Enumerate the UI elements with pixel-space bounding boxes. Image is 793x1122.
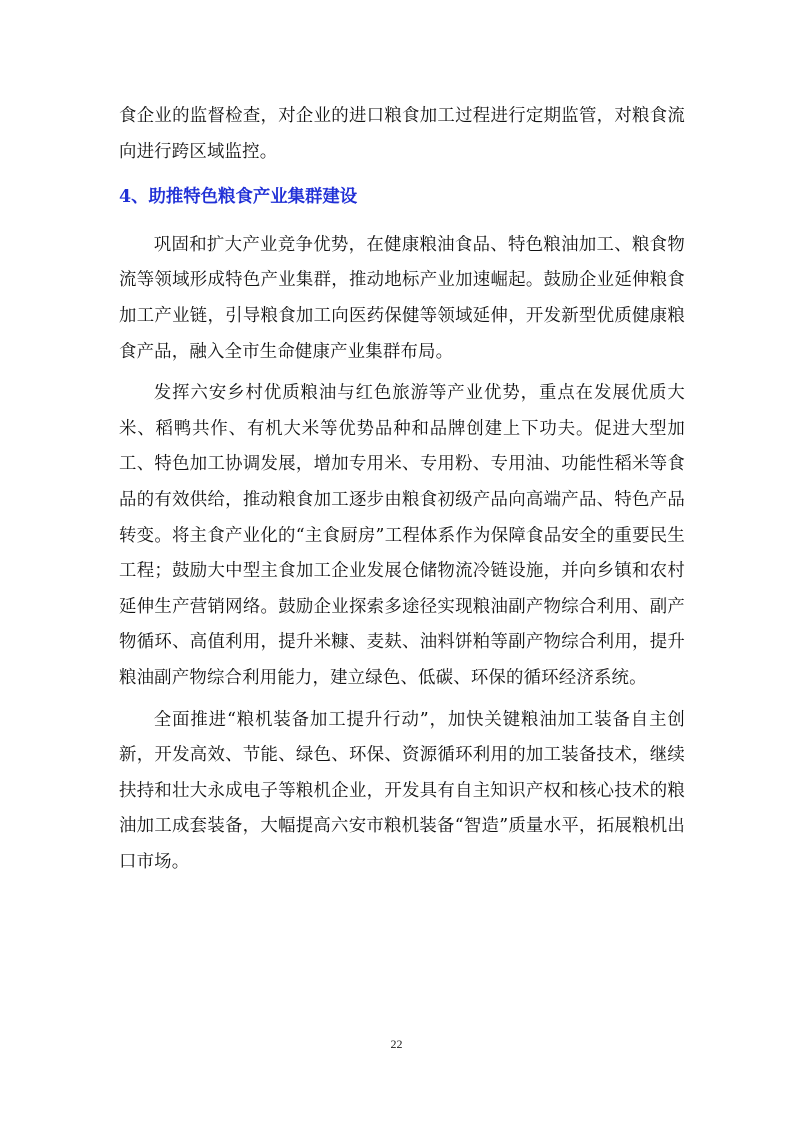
page-content [119, 99, 685, 880]
body-paragraph-3: 全面推进“粮机装备加工提升行动”，加快关键粮油加工装备自主创新，开发高效、节能、绿色、环保、资源循环利用的加工装备技术，继续扶持和壮大永成电子等粮机企业，开发具有自主知识产权和核心技术的粮油加工成套装备，大幅提高六安市粮机装备“智造”质量水平，拓展粮机出口市场。 [119, 709, 685, 872]
section-heading: 4、助推特色粮食产业集群建设 [119, 187, 358, 208]
body-paragraph-2: 发挥六安乡村优质粮油与红色旅游等产业优势，重点在发展优质大米、稻鸭共作、有机大米等优势品种和品牌创建上下功夫。促进大型加工、特色加工协调发展，增加专用米、专用粉、专用油、功能性稻米等食品的有效供给，推动粮食加工逐步由粮食初级产品向高端产品、特色产品转变。将主食产业化的“主食厨房”工程体系作为保障食品安全的重要民生工程；鼓励大中型主食加工企业发展仓储物流冷链设施，并向乡镇和农村延伸生产营销网络。鼓励企业探索多途径实现粮油副产物综合利用、副产物循环、高值利用，提升米糠、麦麸、油料饼粕等副产物综合利用，提升粮油副产物综合利用能力，建立绿色、低碳、环保的循环经济系统。 [119, 383, 685, 688]
page-number: 22 [390, 1037, 403, 1051]
body-paragraph-1: 巩固和扩大产业竞争优势，在健康粮油食品、特色粮油加工、粮食物流等领域形成特色产业集群，推动地标产业加速崛起。鼓励企业延伸粮食加工产业链，引导粮食加工向医药保健等领域延伸，开发新型优质健康粮食产品，融入全市生命健康产业集群布局。 [119, 234, 685, 362]
intro-paragraph: 食企业的监督检查，对企业的进口粮食加工过程进行定期监管，对粮食流向进行跨区域监控。 [119, 106, 685, 162]
